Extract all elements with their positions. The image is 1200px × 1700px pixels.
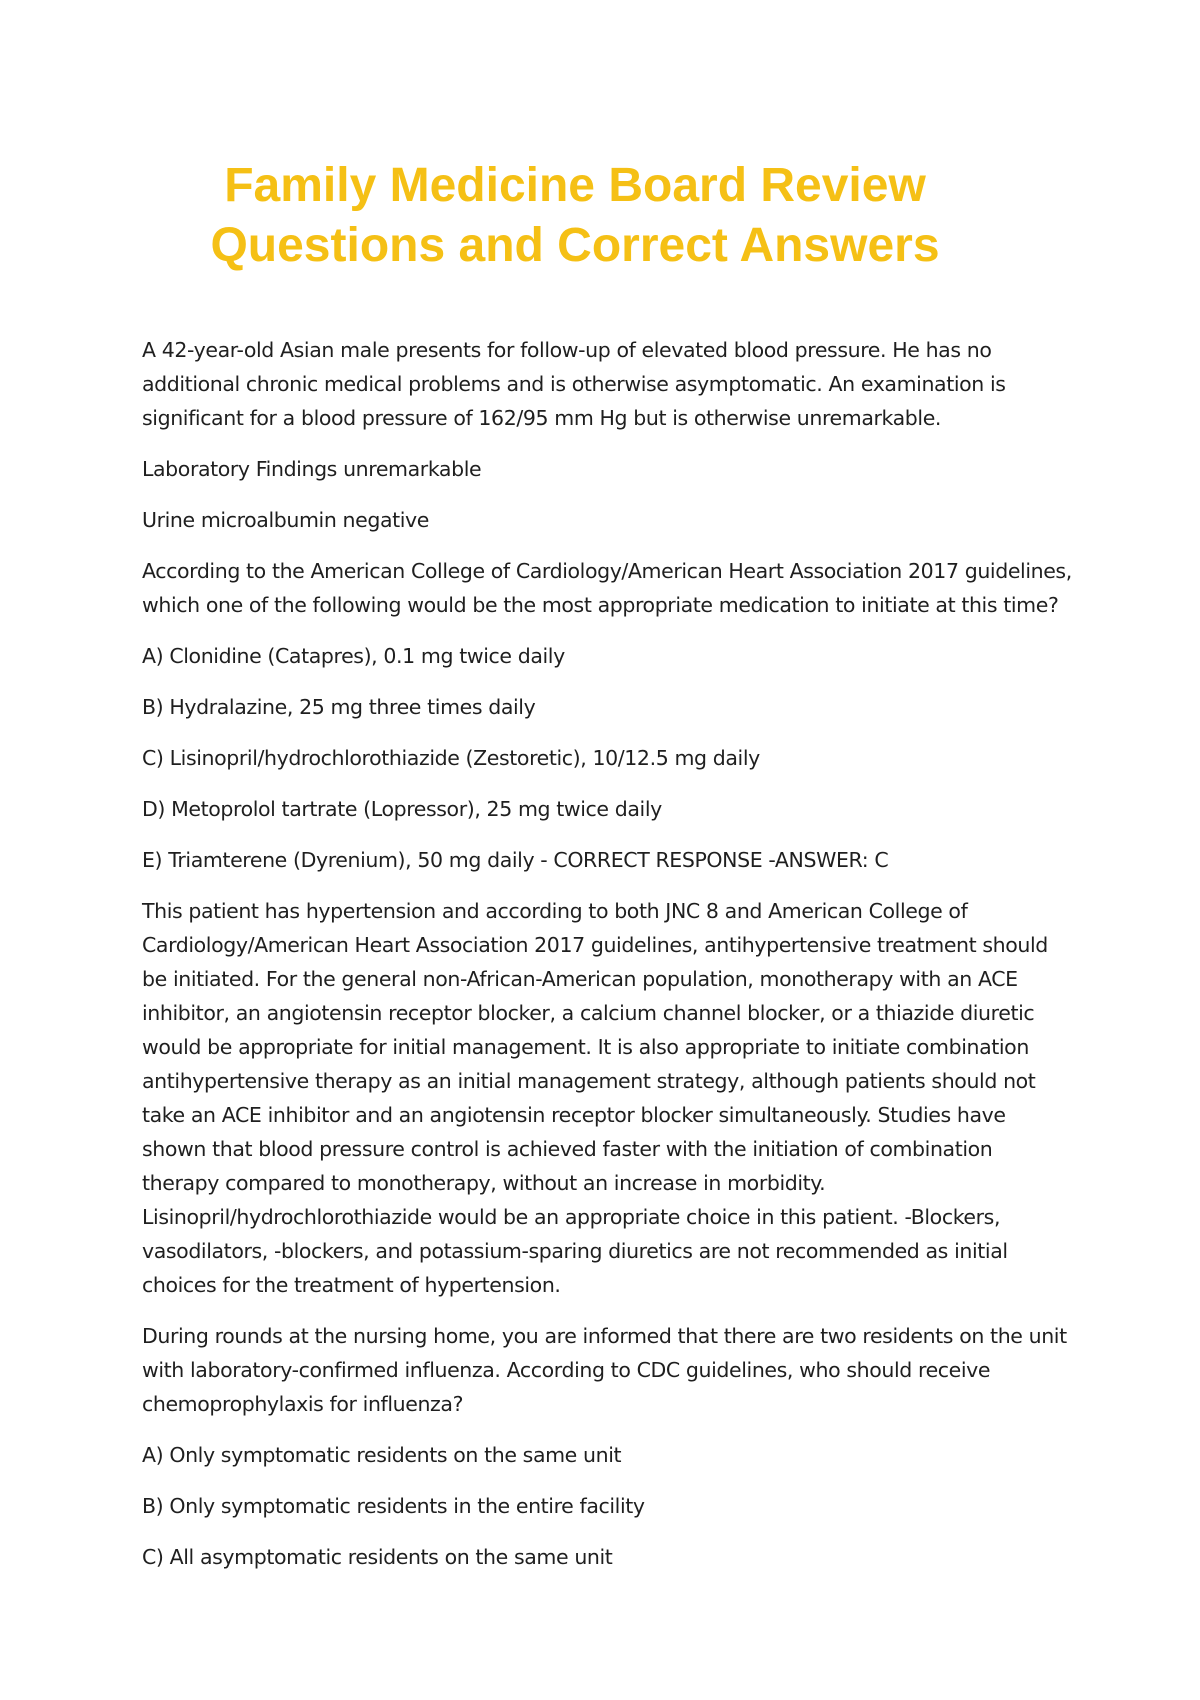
document-title <box>0 156 1150 276</box>
q2-option-b: B) Only symptomatic residents in the entire facility <box>142 1494 645 1518</box>
title-line-2: Questions and Correct Answers <box>210 219 940 272</box>
q2-option-c: C) All asymptomatic residents on the same unit <box>142 1545 613 1569</box>
question-1-prompt: According to the American College of Cardiology/American Heart Association 2017 guidelines, which one of the following would be the most appropriate medication to initiate at this time? <box>142 559 1072 617</box>
q1-option-c: C) Lisinopril/hydrochlorothiazide (Zestoretic), 10/12.5 mg daily <box>142 746 760 770</box>
lab-findings: Laboratory Findings unremarkable <box>142 457 482 481</box>
title-line-1: Family Medicine Board Review <box>224 159 926 212</box>
q1-option-b: B) Hydralazine, 25 mg three times daily <box>142 695 536 719</box>
q1-option-a: A) Clonidine (Catapres), 0.1 mg twice daily <box>142 644 565 668</box>
q1-option-e-answer: E) Triamterene (Dyrenium), 50 mg daily - CORRECT RESPONSE -ANSWER: C <box>142 848 889 872</box>
case-stem-paragraph: A 42-year-old Asian male presents for follow-up of elevated blood pressure. He has no additional chronic medical problems and is otherwise asymptomatic. An examination is significant for a blood pressure of 162/95 mm Hg but is otherwise unremarkable. <box>142 338 1006 430</box>
document-body <box>142 333 1072 1591</box>
q1-option-d: D) Metoprolol tartrate (Lopressor), 25 mg twice daily <box>142 797 662 821</box>
q1-explanation: This patient has hypertension and according to both JNC 8 and American College of Cardiology/American Heart Association 2017 guidelines, antihypertensive treatment should be initiated. For the general non-African-American population, monotherapy with an ACE inhibitor, an angiotensin receptor blocker, a calcium channel blocker, or a thiazide diuretic would be appropriate for initial management. It is also appropriate to initiate combination antihypertensive therapy as an initial management strategy, although patients should not take an ACE inhibitor and an angiotensin receptor blocker simultaneously. Studies have shown that blood pressure control is achieved faster with the initiation of combination therapy compared to monotherapy, without an increase in morbidity. Lisinopril/hydrochlorothiazide would be an appropriate choice in this patient. -Blockers, vasodilators, -blockers, and potassium-sparing diuretics are not recommended as initial choices for the treatment of hypertension. <box>142 899 1048 1297</box>
urine-microalbumin: Urine microalbumin negative <box>142 508 430 532</box>
question-2-prompt: During rounds at the nursing home, you are informed that there are two residents on the unit with laboratory-confirmed influenza. According to CDC guidelines, who should receive chemoprophylaxis for influenza? <box>142 1324 1067 1416</box>
q2-option-a: A) Only symptomatic residents on the same unit <box>142 1443 622 1467</box>
